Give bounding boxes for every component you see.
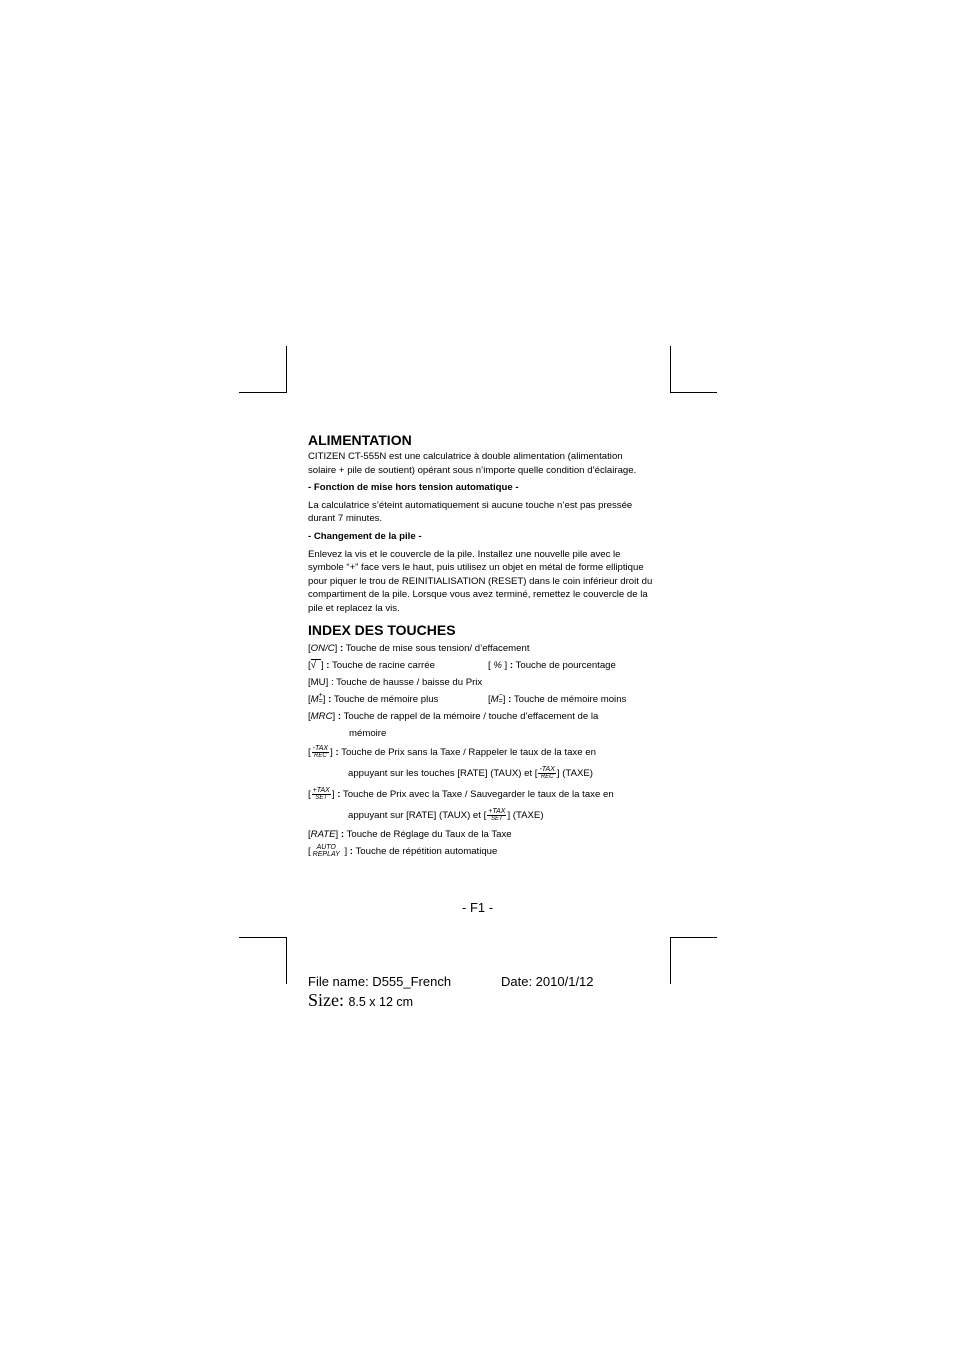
key-desc: mémoire	[349, 727, 387, 739]
key-label: RATE	[310, 828, 336, 840]
key-desc: Touche de mémoire moins	[513, 693, 627, 705]
key-desc: Touche de mise sous tension/ d’effacement	[345, 642, 530, 654]
auto-replay-icon: AUTO REPLAY	[312, 844, 340, 858]
key-tax-plus: [ $\frac{\text{+TAX}}{\text{SET}}$ ] : Touche de Prix avec la Taxe / Sauvegarder le taux de la taxe en	[308, 786, 614, 801]
key-desc: ] (TAXE)	[507, 809, 544, 821]
key-desc: Touche de répétition automatique	[355, 845, 498, 857]
key-label: M	[310, 693, 319, 705]
crop-mark	[670, 346, 671, 393]
key-tax-minus-cont	[308, 763, 653, 784]
key-label: [MU]	[308, 676, 329, 688]
subheading-auto-off: - Fonction de mise hors tension automatique -	[308, 482, 519, 494]
crop-mark	[670, 392, 717, 393]
key-label: ON/C	[310, 642, 335, 654]
subheading-battery: - Changement de la pile -	[308, 530, 422, 542]
key-memory: [M + = ] : Touche de mémoire plus [M − = ] : Touche de mémoire moins	[308, 692, 627, 705]
key-mrc: [MRC] : Touche de rappel de la mémoire / touche d’effacement de la	[308, 710, 599, 722]
crop-mark	[286, 346, 287, 393]
key-desc: Touche de Prix sans la Taxe / Rappeler le taux de la taxe en	[341, 746, 596, 758]
file-name: File name: D555_French	[308, 974, 452, 989]
key-onc: [ON/C] : Touche de mise sous tension/ d’effacement	[308, 642, 530, 654]
battery-text: Enlevez la vis et le couvercle de la pile. Installez une nouvelle pile avec le symbole “+” face vers le haut, puis utilisez un objet en métal de forme elliptique pour piquer le trou de REINITIALISATION (RESET) dans le coin inférieur droit du compartiment de la pile. Lorsque vous avez terminé, remettez le couvercle de la pile et replacez la vis.	[308, 548, 653, 614]
tax-plus-icon: $\frac{\text{+TAX}}{\text{SET}}$	[488, 807, 506, 822]
key-desc: Touche de racine carrée	[332, 659, 435, 671]
section-title-index: INDEX DES TOUCHES	[308, 621, 456, 638]
key-sqrt-pct: [√ ] : Touche de racine carrée [ % ] : Touche de pourcentage	[308, 659, 616, 671]
manual-page	[308, 430, 653, 860]
file-date: Date: 2010/1/12	[501, 974, 594, 989]
key-label: MRC	[310, 710, 333, 722]
crop-mark	[239, 937, 286, 938]
key-auto-replay: [ AUTO REPLAY ] : Touche de répétition automatique	[308, 844, 498, 858]
key-mrc-cont	[308, 725, 653, 742]
tax-minus-icon: $\frac{\text{-TAX}}{\text{REC}}$	[539, 765, 555, 780]
key-label: %	[493, 659, 502, 671]
alimentation-intro: CITIZEN CT-555N est une calculatrice à double alimentation (alimentation solaire + pile de soutient) opérant sous n’importe quelle condition d’éclairage.	[308, 451, 637, 476]
crop-mark	[239, 392, 286, 393]
crop-mark	[670, 937, 671, 984]
key-desc: appuyant sur les touches [RATE] (TAUX) et [	[348, 767, 538, 779]
crop-mark	[286, 937, 287, 984]
m-minus-icon: − =	[498, 692, 503, 705]
key-desc: appuyant sur [RATE] (TAUX) et [	[348, 809, 487, 821]
m-plus-icon: + =	[318, 692, 323, 705]
page-number: - F1 -	[462, 900, 494, 915]
sqrt-icon: √	[310, 659, 319, 671]
key-desc: Touche de Réglage du Taux de la Taxe	[346, 828, 512, 840]
section-title-alimentation: ALIMENTATION	[308, 432, 412, 448]
key-rate: [RATE] : Touche de Réglage du Taux de la Taxe	[308, 828, 512, 840]
size-value: 8.5 x 12 cm	[348, 995, 414, 1009]
key-desc: Touche de rappel de la mémoire / touche d’effacement de la	[343, 710, 599, 722]
size-label: Size:	[308, 990, 344, 1010]
size-info	[308, 990, 413, 1011]
key-label: M	[490, 693, 499, 705]
key-desc: Touche de pourcentage	[515, 659, 616, 671]
key-mu	[308, 674, 653, 691]
crop-mark	[670, 937, 717, 938]
auto-off-text: La calculatrice s’éteint automatiquement si aucune touche n’est pas pressée durant 7 minutes.	[308, 499, 633, 525]
footer	[308, 974, 594, 989]
key-desc: Touche de mémoire plus	[333, 693, 439, 705]
tax-minus-icon: $\frac{\text{-TAX}}{\text{REC}}$	[312, 744, 329, 759]
key-tax-plus-cont	[308, 805, 653, 826]
key-desc: Touche de Prix avec la Taxe / Sauvegarder le taux de la taxe en	[342, 788, 614, 800]
tax-plus-icon: $\frac{\text{+TAX}}{\text{SET}}$	[312, 786, 330, 801]
key-desc: : Touche de hausse / baisse du Prix	[330, 676, 483, 688]
key-tax-minus: [ $\frac{\text{-TAX}}{\text{REC}}$ ] : Touche de Prix sans la Taxe / Rappeler le taux de la taxe en	[308, 744, 596, 759]
key-desc: ] (TAXE)	[556, 767, 593, 779]
